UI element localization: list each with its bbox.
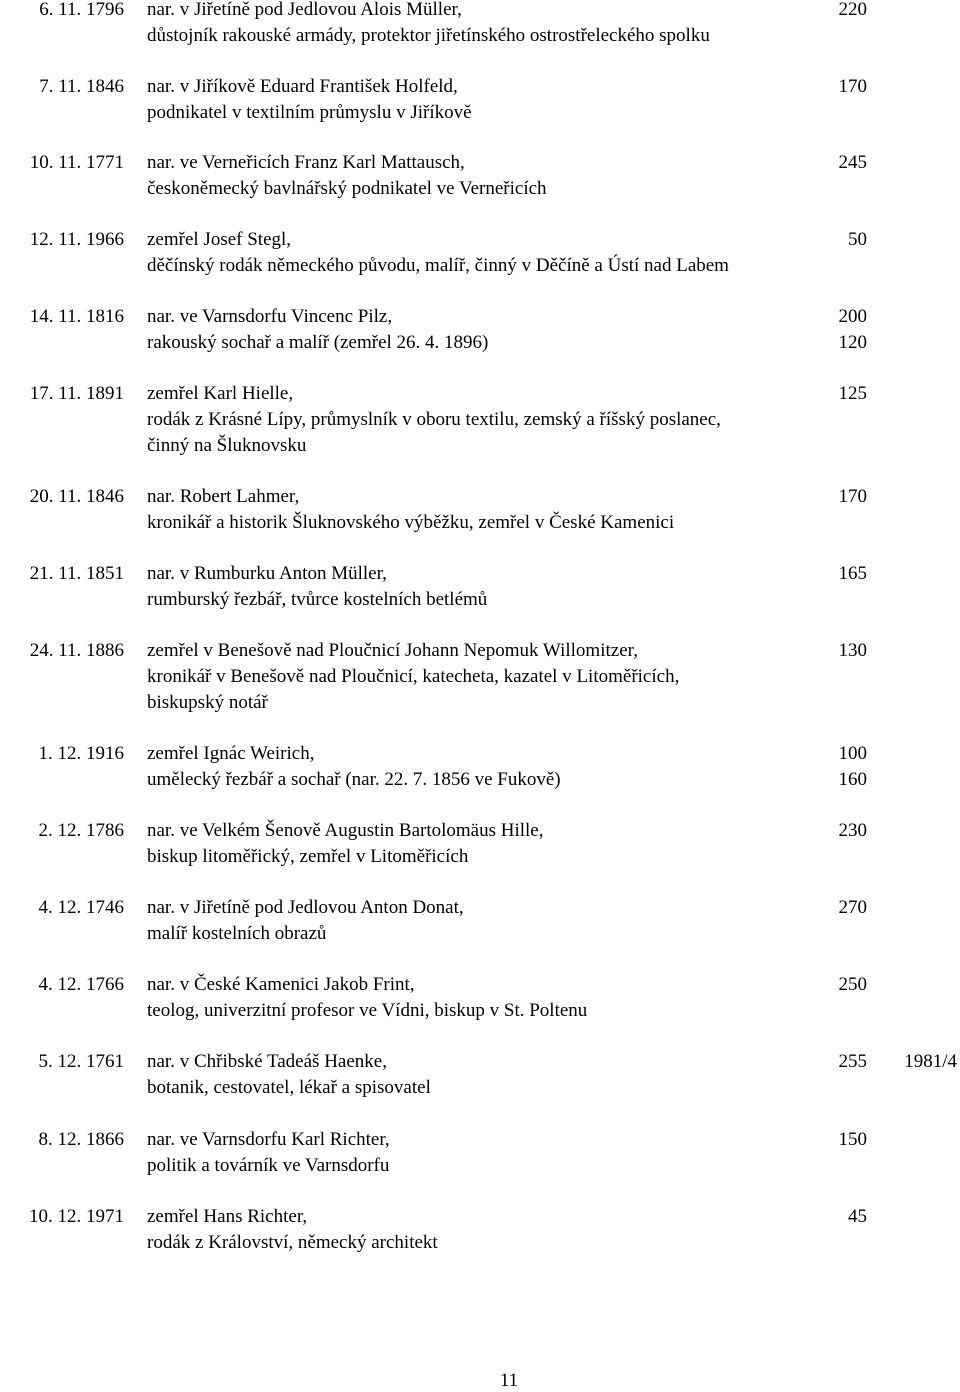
entry-date: 10. 11. 1771 xyxy=(29,152,124,173)
entry-2 xyxy=(0,150,960,202)
entry-line xyxy=(0,972,960,998)
entry-line xyxy=(0,0,960,23)
entry-line xyxy=(0,330,960,356)
entry-description: podnikatel v textilním průmyslu v Jiříkově xyxy=(147,102,472,123)
entry-line xyxy=(0,433,960,459)
entry-line xyxy=(0,690,960,716)
entry-line xyxy=(0,818,960,844)
entry-line xyxy=(0,664,960,690)
entry-date: 1. 12. 1916 xyxy=(38,743,124,764)
entry-number: 130 xyxy=(838,640,867,661)
entry-description: kronikář a historik Šluknovského výběžku, zemřel v České Kamenici xyxy=(147,512,675,533)
entry-date: 17. 11. 1891 xyxy=(29,383,124,404)
entry-date: 6. 11. 1796 xyxy=(39,0,124,20)
entry-12 xyxy=(0,972,960,1024)
entry-event: nar. ve Varnsdorfu Karl Richter, xyxy=(147,1129,390,1150)
entry-line xyxy=(0,1075,960,1101)
entry-line xyxy=(0,381,960,407)
entry-description: rumburský řezbář, tvůrce kostelních betlémů xyxy=(147,589,488,610)
entry-line xyxy=(0,561,960,587)
entry-number: 255 xyxy=(838,1051,867,1072)
entry-description: botanik, cestovatel, lékař a spisovatel xyxy=(147,1077,431,1098)
entry-line xyxy=(0,1204,960,1230)
entry-description: umělecký řezbář a sochař (nar. 22. 7. 1856 ve Fukově) xyxy=(147,769,561,790)
entry-description: rodák z Krásné Lípy, průmyslník v oboru textilu, zemský a říšský poslanec, xyxy=(147,409,721,430)
entry-3 xyxy=(0,227,960,279)
entry-event: nar. v Jiříkově Eduard František Holfeld, xyxy=(147,76,458,97)
page-number: 11 xyxy=(499,1370,519,1391)
entry-date: 24. 11. 1886 xyxy=(29,640,124,661)
entry-line xyxy=(0,176,960,202)
entry-event: nar. v České Kamenici Jakob Frint, xyxy=(147,974,415,995)
entry-7 xyxy=(0,561,960,613)
entry-number: 150 xyxy=(838,1129,867,1150)
entry-line xyxy=(0,1230,960,1256)
entry-date: 12. 11. 1966 xyxy=(29,229,124,250)
entry-11 xyxy=(0,895,960,947)
entry-line xyxy=(0,407,960,433)
entry-6 xyxy=(0,484,960,536)
entry-number: 45 xyxy=(848,1206,867,1227)
entry-description: rakouský sochař a malíř (zemřel 26. 4. 1896) xyxy=(147,332,489,353)
entry-number: 200 xyxy=(838,306,867,327)
entry-event: zemřel Ignác Weirich, xyxy=(147,743,315,764)
entry-line xyxy=(0,638,960,664)
entry-description: kronikář v Benešově nad Ploučnicí, katecheta, kazatel v Litoměřicích, xyxy=(147,666,680,687)
entry-13 xyxy=(0,1049,960,1101)
entry-5 xyxy=(0,381,960,459)
entry-0 xyxy=(0,0,960,49)
entry-line xyxy=(0,150,960,176)
entry-event: nar. v Chřibské Tadeáš Haenke, xyxy=(147,1051,387,1072)
entry-1 xyxy=(0,74,960,126)
entry-description: českoněmecký bavlnářský podnikatel ve Verneřicích xyxy=(147,178,547,199)
entry-line xyxy=(0,767,960,793)
entry-line xyxy=(0,304,960,330)
entry-date: 14. 11. 1816 xyxy=(29,306,124,327)
entry-description: děčínský rodák německého původu, malíř, činný v Děčíně a Ústí nad Labem xyxy=(147,255,729,276)
entry-event: zemřel Karl Hielle, xyxy=(147,383,294,404)
entry-description: teolog, univerzitní profesor ve Vídni, biskup v St. Poltenu xyxy=(147,1000,588,1021)
entry-line xyxy=(0,998,960,1024)
entry-date: 7. 11. 1846 xyxy=(39,76,124,97)
entry-date: 2. 12. 1786 xyxy=(38,820,124,841)
entry-line xyxy=(0,100,960,126)
entry-event: nar. ve Verneřicích Franz Karl Mattausch, xyxy=(147,152,465,173)
entry-line xyxy=(0,1127,960,1153)
entry-line xyxy=(0,23,960,49)
entry-description: důstojník rakouské armády, protektor jiřetínského ostrostřeleckého spolku xyxy=(147,25,710,46)
entry-event: nar. ve Velkém Šenově Augustin Bartolomäus Hille, xyxy=(147,820,544,841)
entry-date: 5. 12. 1761 xyxy=(38,1051,124,1072)
entry-number: 160 xyxy=(838,769,867,790)
entry-line xyxy=(0,253,960,279)
entry-event: zemřel Hans Richter, xyxy=(147,1206,308,1227)
entry-number: 170 xyxy=(838,76,867,97)
entry-event: zemřel v Benešově nad Ploučnicí Johann Nepomuk Willomitzer, xyxy=(147,640,638,661)
entry-line xyxy=(0,844,960,870)
entry-line xyxy=(0,587,960,613)
entry-event: nar. v Jiřetíně pod Jedlovou Anton Donat, xyxy=(147,897,464,918)
entry-line xyxy=(0,1153,960,1179)
entry-description: biskupský notář xyxy=(147,692,268,713)
entry-description: rodák z Království, německý architekt xyxy=(147,1232,438,1253)
entry-event: nar. Robert Lahmer, xyxy=(147,486,300,507)
entry-description: biskup litoměřický, zemřel v Litoměřicích xyxy=(147,846,469,867)
entry-15 xyxy=(0,1204,960,1256)
entry-line xyxy=(0,895,960,921)
entry-description: politik a továrník ve Varnsdorfu xyxy=(147,1155,390,1176)
entry-number: 165 xyxy=(838,563,867,584)
entry-4 xyxy=(0,304,960,356)
entry-number: 125 xyxy=(838,383,867,404)
entry-line xyxy=(0,1049,960,1075)
entry-event: nar. ve Varnsdorfu Vincenc Pilz, xyxy=(147,306,393,327)
entry-8 xyxy=(0,638,960,716)
entry-date: 4. 12. 1746 xyxy=(38,897,124,918)
entry-event: nar. v Rumburku Anton Müller, xyxy=(147,563,387,584)
entry-number: 270 xyxy=(838,897,867,918)
entry-line xyxy=(0,484,960,510)
entry-number: 50 xyxy=(848,229,867,250)
entry-date: 21. 11. 1851 xyxy=(29,563,124,584)
entry-line xyxy=(0,227,960,253)
entry-number: 230 xyxy=(838,820,867,841)
entry-description: činný na Šluknovsku xyxy=(147,435,307,456)
entry-date: 8. 12. 1866 xyxy=(38,1129,124,1150)
entry-line xyxy=(0,74,960,100)
entry-event: zemřel Josef Stegl, xyxy=(147,229,292,250)
entry-number: 245 xyxy=(838,152,867,173)
entry-number: 220 xyxy=(838,0,867,20)
entry-reference: 1981/4 xyxy=(904,1051,957,1072)
entry-14 xyxy=(0,1127,960,1179)
entry-line xyxy=(0,921,960,947)
entry-number: 250 xyxy=(838,974,867,995)
entry-date: 4. 12. 1766 xyxy=(38,974,124,995)
entry-description: malíř kostelních obrazů xyxy=(147,923,327,944)
entry-9 xyxy=(0,741,960,793)
entry-date: 10. 12. 1971 xyxy=(29,1206,124,1227)
entry-event: nar. v Jiřetíně pod Jedlovou Alois Müller, xyxy=(147,0,462,20)
entry-number: 170 xyxy=(838,486,867,507)
entry-number: 100 xyxy=(838,743,867,764)
entry-date: 20. 11. 1846 xyxy=(29,486,124,507)
entry-line xyxy=(0,510,960,536)
entry-line xyxy=(0,741,960,767)
entry-number: 120 xyxy=(838,332,867,353)
entry-10 xyxy=(0,818,960,870)
